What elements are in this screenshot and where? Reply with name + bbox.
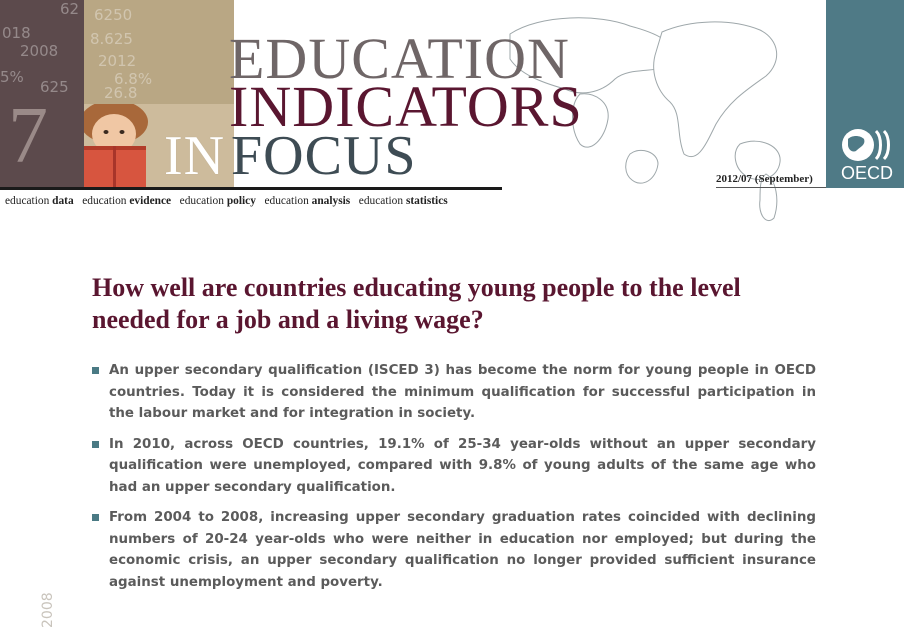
title-line-in: IN [164, 125, 226, 187]
decorative-number: 8.625 [90, 30, 133, 48]
title-underline [0, 187, 502, 190]
decorative-number: 2012 [98, 52, 137, 70]
headline: How well are countries educating young people to the level needed for a job and a living wage? [92, 273, 741, 334]
tagline-word: analysis [311, 195, 351, 207]
tagline-word: statistics [405, 195, 448, 207]
globe-icon [836, 125, 898, 165]
square-bullet-icon [92, 514, 99, 521]
tagline-word: data [52, 195, 74, 207]
decorative-number: 2008 [20, 42, 59, 60]
report-banner [0, 0, 904, 215]
tagline-word: evidence [129, 195, 172, 207]
title-line-focus: FOCUS [231, 125, 417, 187]
decorative-number: 6250 [94, 6, 133, 24]
tagline-prefix: education [264, 195, 309, 207]
banner-panel-dark [0, 0, 84, 188]
bullet-text: In 2010, across OECD countries, 19.1% of 25-34 year-olds without an upper secondary qualification were unemployed, compared with 9.8% of young adults of the same age who had an upper secondary qualification. [109, 436, 816, 495]
oecd-logo-text: OECD [840, 163, 893, 183]
decorative-number: 26.8 [104, 84, 138, 102]
oecd-logo [836, 125, 898, 185]
square-bullet-icon [92, 441, 99, 448]
banner-panel-tan [84, 0, 234, 104]
decorative-number: 2008 [40, 592, 56, 628]
tagline [5, 195, 448, 207]
list-item [92, 507, 816, 593]
bullet-text: From 2004 to 2008, increasing upper secondary graduation rates coincided with declining numbers of 20-24 year-olds who were neither in education nor employed; but during the economic crisis, an upper secondary qualification no longer provided sufficient insurance against unemployment and poverty. [109, 510, 816, 590]
decorative-number: 5% [0, 68, 24, 86]
tagline-prefix: education [358, 195, 404, 207]
decorative-number: 018 [2, 24, 31, 42]
decorative-number: 6.8% [114, 70, 153, 88]
issue-number: 7 [8, 92, 48, 180]
decorative-number: 62 [60, 0, 80, 18]
publication-date: 2012/07 (September) [716, 173, 813, 185]
key-findings-list [92, 360, 816, 602]
tagline-word: policy [226, 195, 256, 207]
title-line-education: EDUCATION [229, 26, 570, 91]
tagline-prefix: education [82, 195, 127, 207]
tagline-prefix: education [179, 195, 224, 207]
decorative-number: 625 [40, 78, 69, 96]
list-item [92, 434, 816, 499]
square-bullet-icon [92, 367, 99, 374]
bullet-text: An upper secondary qualification (ISCED 3) has become the norm for young people in OECD countries. Today it is considered the minimum qualification for successful participation in the labour market and for integration in society. [109, 363, 816, 421]
list-item [92, 360, 816, 425]
title-line-indicators: INDICATORS [229, 74, 583, 139]
tagline-prefix: education [5, 195, 50, 207]
